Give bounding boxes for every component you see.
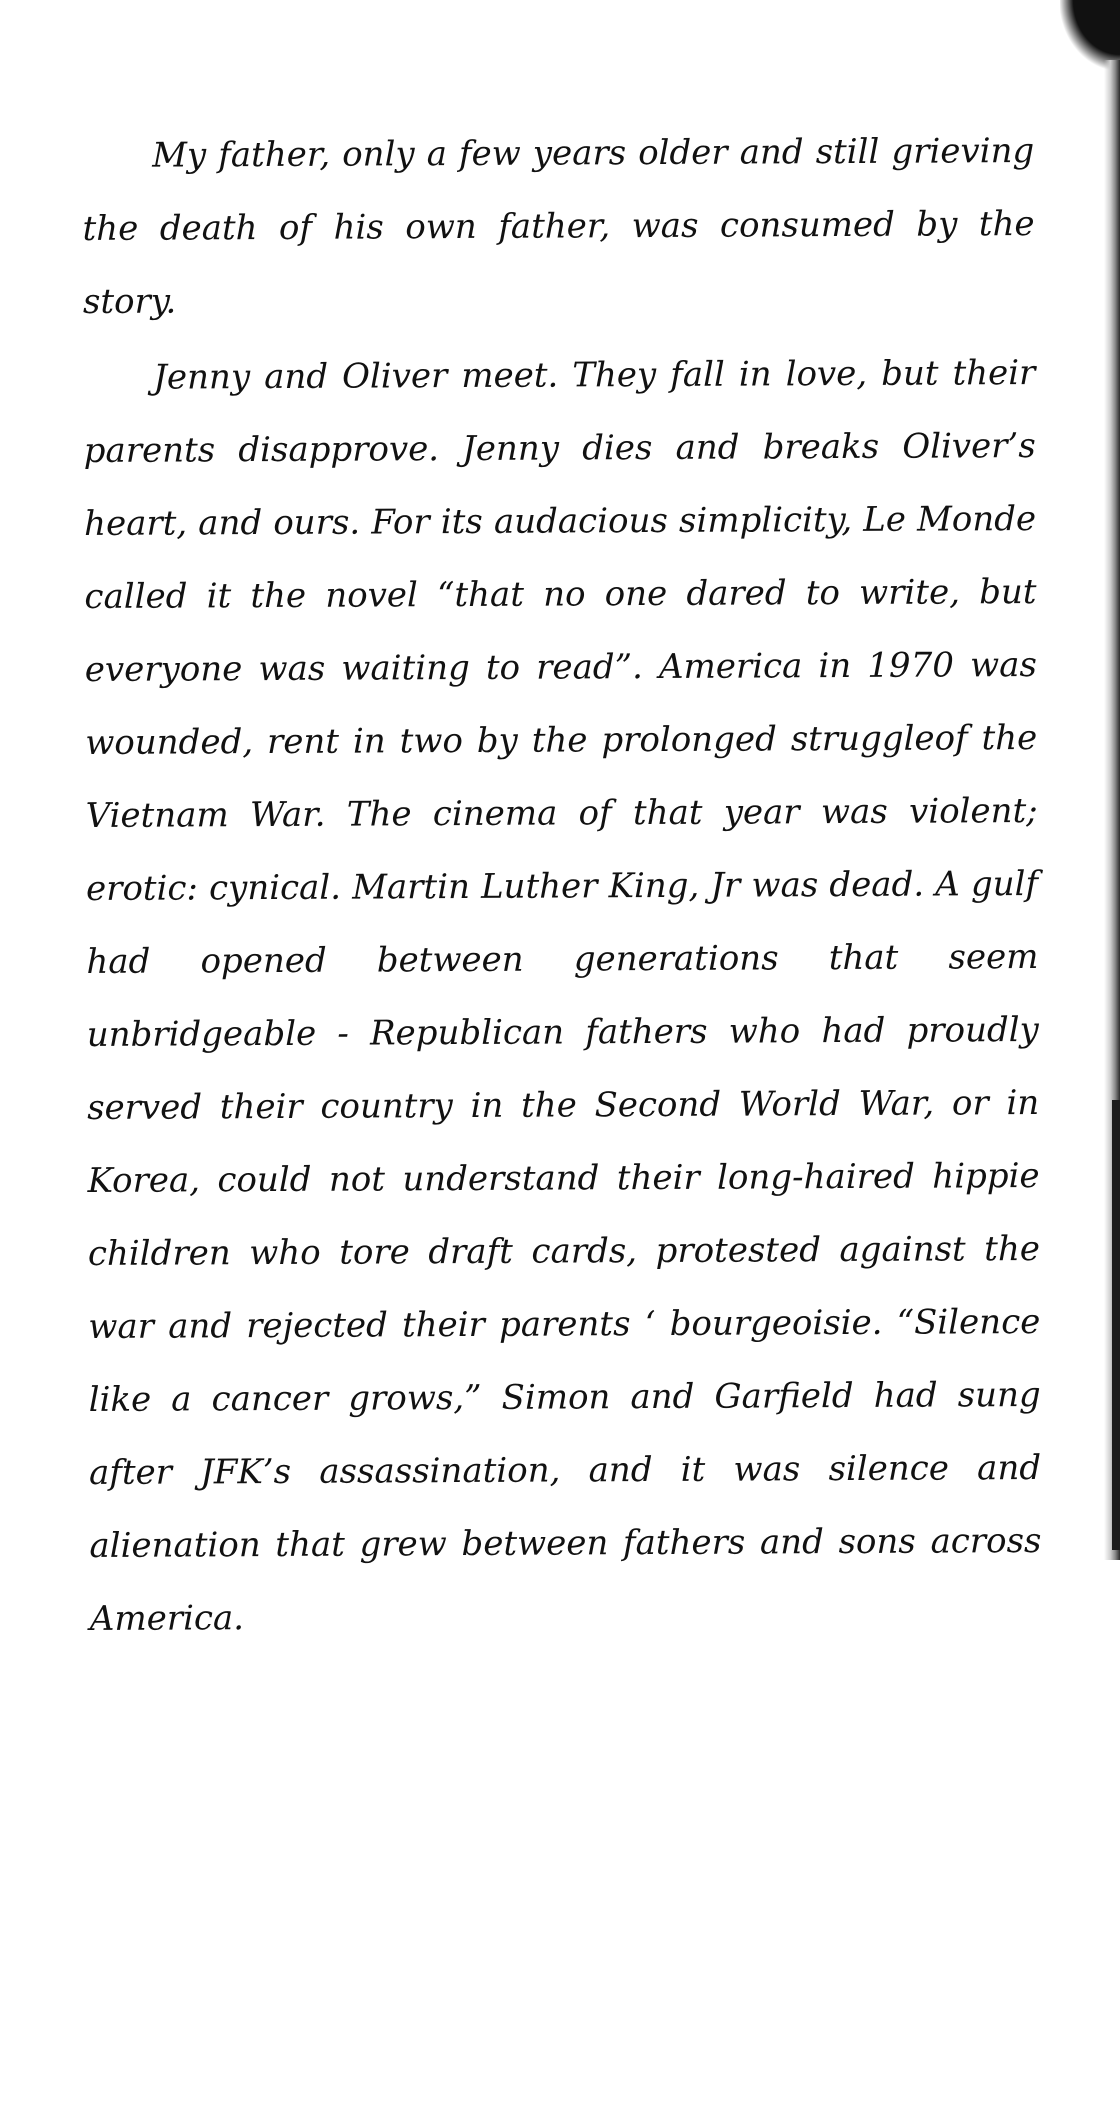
paragraph-1: My father, only a few years older and still grieving the death of his own father, was consumed by the story. bbox=[82, 131, 1035, 322]
binding-edge bbox=[1112, 1100, 1120, 1550]
paragraph-2: Jenny and Oliver meet. They fall in love, but their parents disapprove. Jenny dies and breaks Oliver’s heart, and ours. For its audacious simplicity, Le Monde called it the novel “that no one dared to write, but everyone was waiting to read”. America in 1970 was wounded, rent in two by the prolonged struggleof the Vietnam War. The cinema of that year was violent; erotic: cynical. Martin Luther King, Jr was dead. A gulf had opened between generations that seem unbridgeable - Republican fathers who had proudly served their country in the Second World War, or in Korea, could not understand their long-haired hippie children who tore draft cards, protested against the war and rejected their parents ‘ bourgeoisie. “Silence like a cancer grows,” Simon and Garfield had sung after JFK’s assassination, and it was silence and alienation that grew between fathers and sons across America. bbox=[83, 353, 1042, 1639]
body-text bbox=[82, 115, 1042, 1659]
